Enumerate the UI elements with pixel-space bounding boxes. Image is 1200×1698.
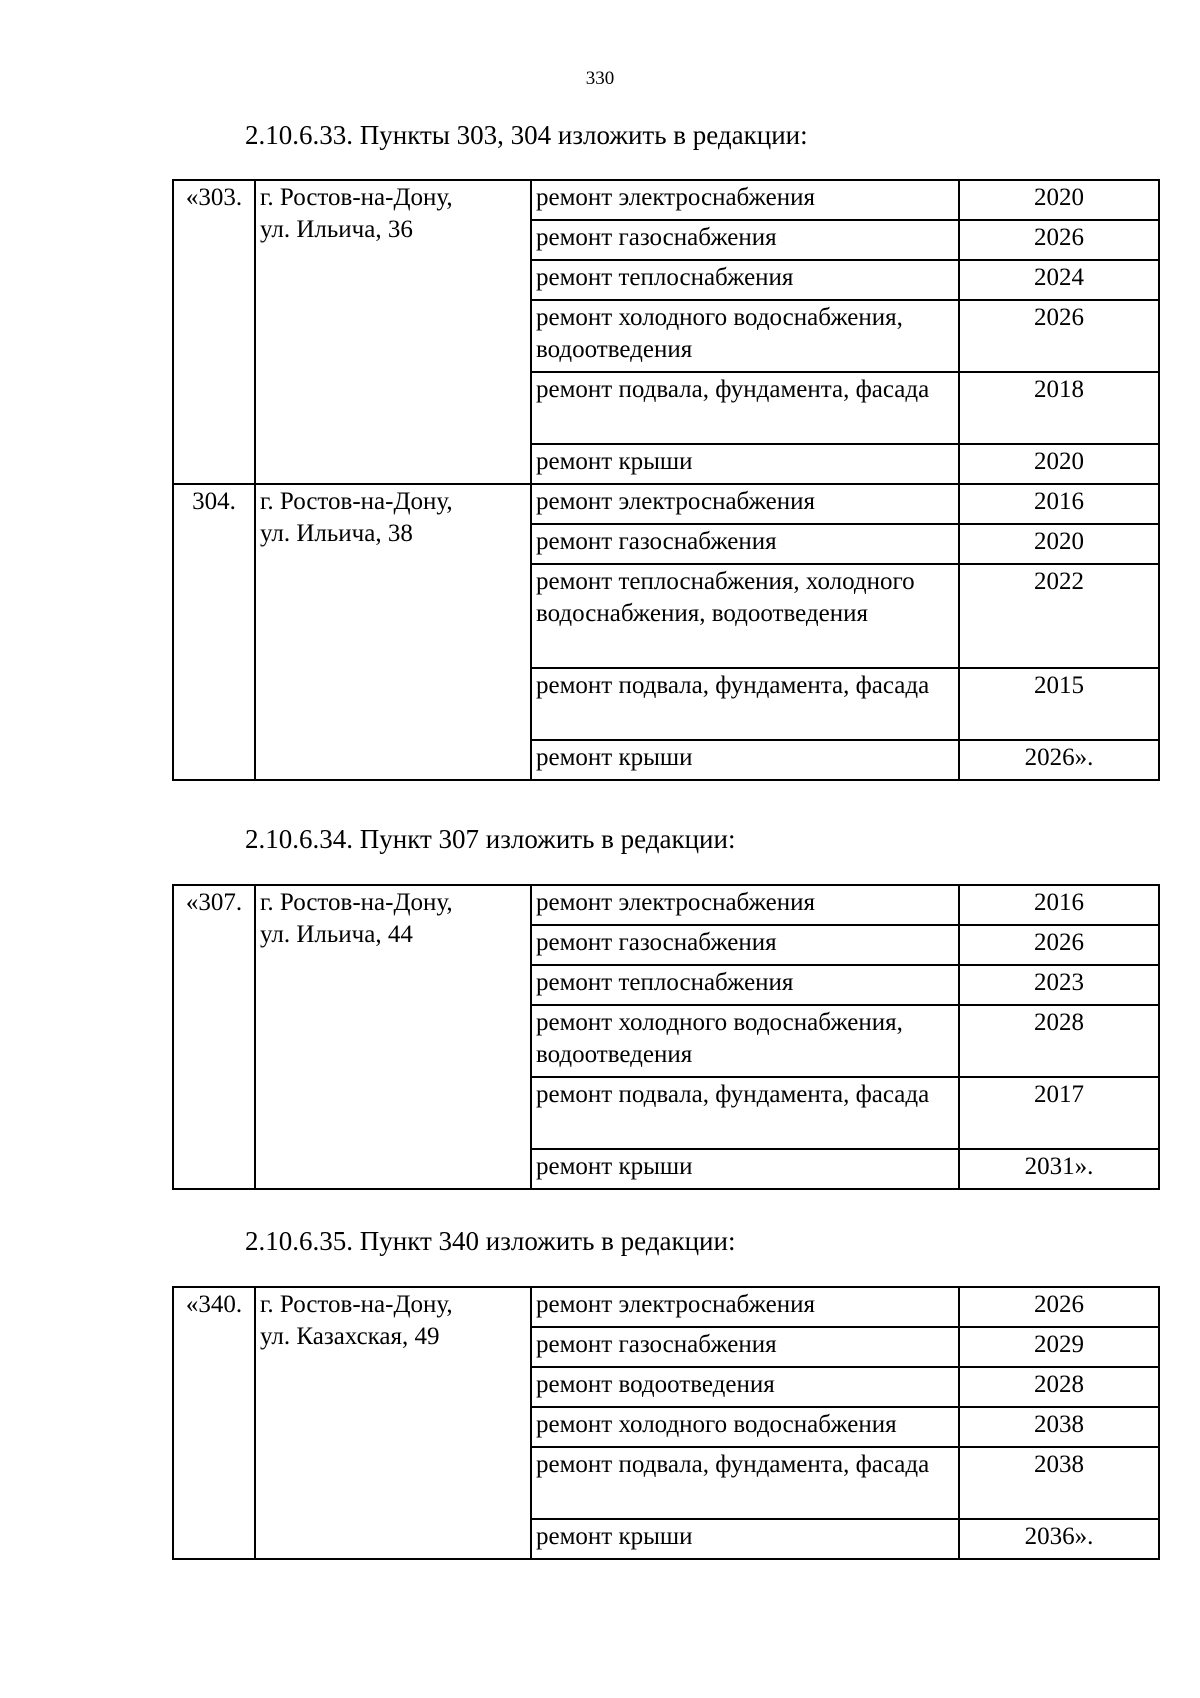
work-type: ремонт электроснабжения — [531, 885, 959, 925]
work-year: 2015 — [959, 668, 1159, 740]
work-type: ремонт подвала, фундамента, фасада — [531, 1077, 959, 1149]
address-cell — [255, 484, 531, 780]
item-number: 304. — [173, 484, 255, 780]
table-row — [173, 1287, 1159, 1327]
work-type: ремонт подвала, фундамента, фасада — [531, 668, 959, 740]
section-heading: 2.10.6.33. Пункты 303, 304 изложить в редакции: — [245, 120, 808, 150]
section-heading: 2.10.6.35. Пункт 340 изложить в редакции: — [245, 1226, 736, 1256]
work-year: 2026 — [959, 925, 1159, 965]
work-year: 2036». — [959, 1519, 1159, 1559]
address-street: ул. Ильича, 44 — [260, 921, 413, 948]
work-year: 2017 — [959, 1077, 1159, 1149]
work-year: 2020 — [959, 180, 1159, 220]
address-street: ул. Казахская, 49 — [260, 1323, 440, 1350]
schedule-table — [172, 179, 1160, 781]
address-city: г. Ростов-на-Дону, — [260, 889, 453, 916]
section-heading: 2.10.6.34. Пункт 307 изложить в редакции: — [245, 824, 736, 854]
table-row — [173, 180, 1159, 220]
work-type: ремонт крыши — [531, 740, 959, 780]
work-year: 2029 — [959, 1327, 1159, 1367]
address-cell — [255, 885, 531, 1189]
address-city: г. Ростов-на-Дону, — [260, 1291, 453, 1318]
work-type: ремонт теплоснабжения — [531, 965, 959, 1005]
work-type: ремонт газоснабжения — [531, 1327, 959, 1367]
work-type: ремонт холодного водоснабжения, водоотведения — [531, 300, 959, 372]
item-number: «340. — [173, 1287, 255, 1559]
work-year: 2020 — [959, 444, 1159, 484]
work-type: ремонт холодного водоснабжения — [531, 1407, 959, 1447]
work-year: 2020 — [959, 524, 1159, 564]
work-type: ремонт электроснабжения — [531, 1287, 959, 1327]
work-year: 2026 — [959, 220, 1159, 260]
schedule-table — [172, 1286, 1160, 1560]
table-row — [173, 484, 1159, 524]
work-year: 2028 — [959, 1367, 1159, 1407]
work-year: 2023 — [959, 965, 1159, 1005]
work-year: 2022 — [959, 564, 1159, 668]
work-year: 2026 — [959, 300, 1159, 372]
work-type: ремонт крыши — [531, 1149, 959, 1189]
item-number: «303. — [173, 180, 255, 484]
work-year: 2018 — [959, 372, 1159, 444]
address-city: г. Ростов-на-Дону, — [260, 184, 453, 211]
work-type: ремонт подвала, фундамента, фасада — [531, 372, 959, 444]
address-cell — [255, 1287, 531, 1559]
work-year: 2031». — [959, 1149, 1159, 1189]
item-number: «307. — [173, 885, 255, 1189]
work-type: ремонт теплоснабжения — [531, 260, 959, 300]
work-type: ремонт теплоснабжения, холодного водоснабжения, водоотведения — [531, 564, 959, 668]
work-type: ремонт электроснабжения — [531, 484, 959, 524]
work-type: ремонт крыши — [531, 444, 959, 484]
work-year: 2016 — [959, 484, 1159, 524]
address-city: г. Ростов-на-Дону, — [260, 488, 453, 515]
work-type: ремонт газоснабжения — [531, 220, 959, 260]
work-type: ремонт газоснабжения — [531, 925, 959, 965]
work-year: 2026 — [959, 1287, 1159, 1327]
work-year: 2024 — [959, 260, 1159, 300]
schedule-table — [172, 884, 1160, 1190]
work-type: ремонт крыши — [531, 1519, 959, 1559]
work-year: 2026». — [959, 740, 1159, 780]
work-type: ремонт холодного водоснабжения, водоотведения — [531, 1005, 959, 1077]
work-type: ремонт газоснабжения — [531, 524, 959, 564]
work-type: ремонт электроснабжения — [531, 180, 959, 220]
work-type: ремонт водоотведения — [531, 1367, 959, 1407]
work-year: 2016 — [959, 885, 1159, 925]
work-year: 2028 — [959, 1005, 1159, 1077]
address-cell — [255, 180, 531, 484]
address-street: ул. Ильича, 36 — [260, 216, 413, 243]
work-year: 2038 — [959, 1407, 1159, 1447]
work-year: 2038 — [959, 1447, 1159, 1519]
page-number: 330 — [585, 68, 615, 89]
table-row — [173, 885, 1159, 925]
address-street: ул. Ильича, 38 — [260, 520, 413, 547]
work-type: ремонт подвала, фундамента, фасада — [531, 1447, 959, 1519]
